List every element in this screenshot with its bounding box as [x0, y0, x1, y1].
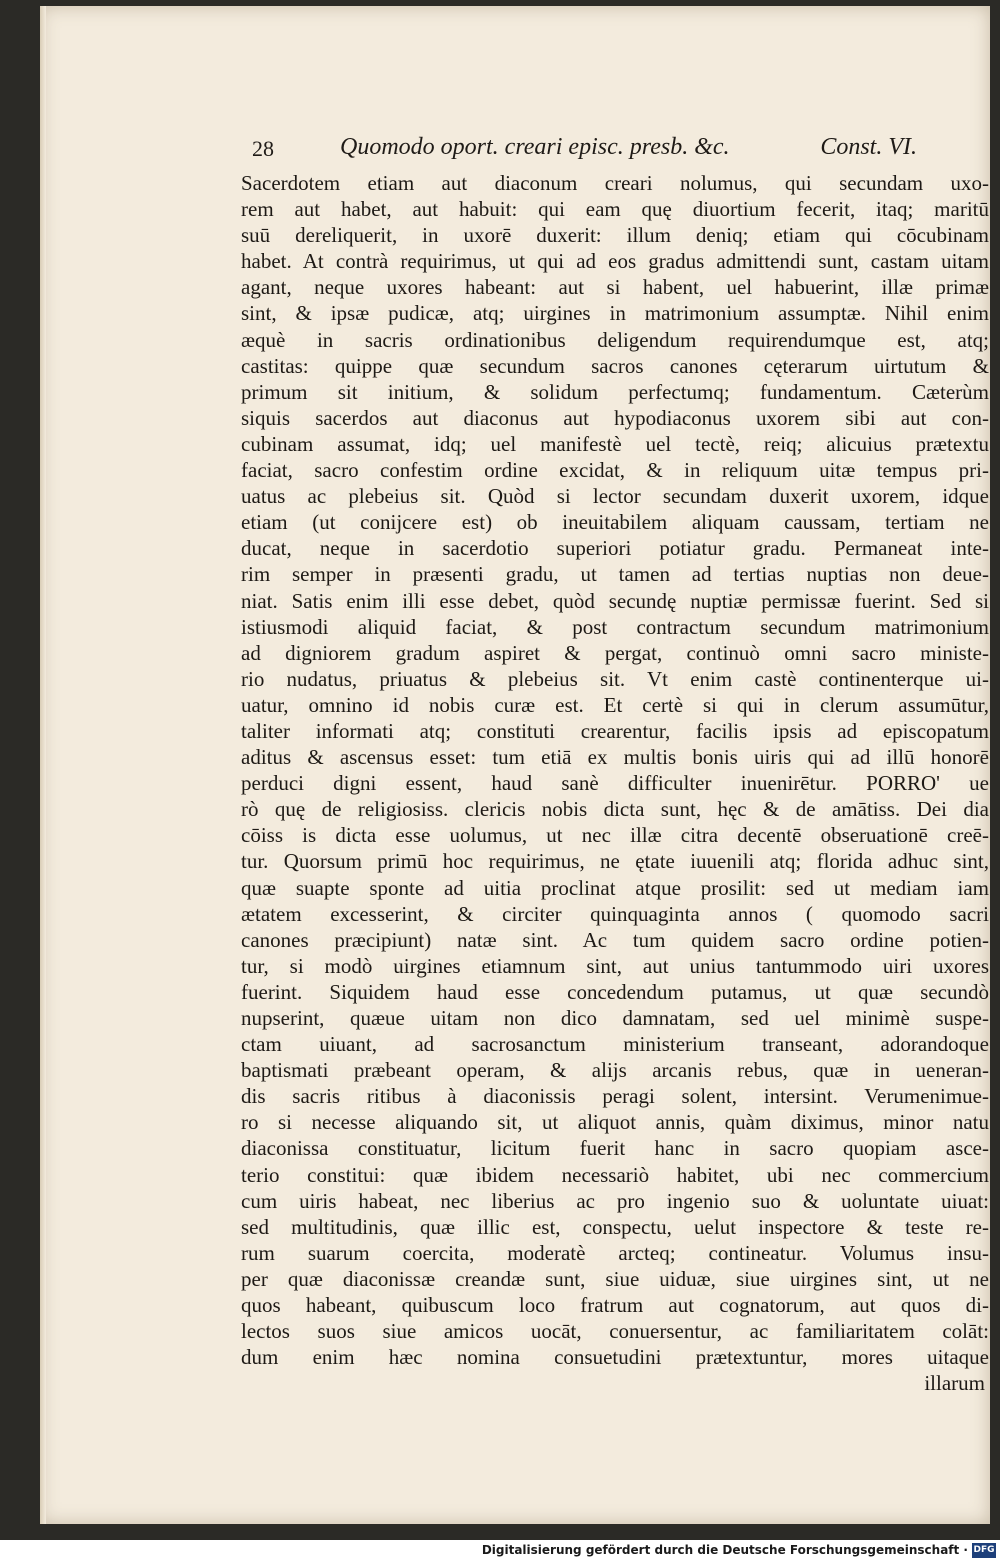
text-line: perduci digni essent, haud sanè difficulter inuenirētur. PORRO' ue: [241, 771, 989, 796]
text-line: ducat, neque in sacerdotio superiori potiatur gradu. Permaneat inte-: [241, 536, 989, 561]
text-line: primum sit initium, & solidum perfectumq; fundamentum. Cæterùm: [241, 379, 989, 404]
text-line: niat. Satis enim illi esse debet, quòd secundę nuptiæ permissæ fuerint. Sed si: [241, 588, 989, 613]
text-line: faciat, sacro confestim ordine excidat, & in reliquum uitæ tempus pri-: [241, 458, 989, 483]
text-line: istiusmodi aliquid faciat, & post contractum secundum matrimonium: [241, 614, 989, 639]
text-line: baptismati præbeant operam, & alijs arcanis rebus, quæ in ueneran-: [241, 1058, 989, 1083]
dfg-credit: Digitalisierung gefördert durch die Deutsche Forschungsgemeinschaft ·: [481, 1543, 968, 1557]
text-line: suū dereliquerit, in uxorē duxerit: illum deniq; etiam qui cōcubinam: [241, 223, 989, 248]
text-line: illarum: [924, 1371, 985, 1396]
text-line: nupserint, quæue uitam non dico damnatam, sed uel minimè suspe-: [241, 1006, 989, 1030]
text-line: dis sacris ritibus à diaconissis peragi solent, intersint. Verumenimue-: [241, 1084, 989, 1109]
text-line: ctam uiuant, ad sacrosanctum ministerium transeant, adorandoque: [241, 1032, 989, 1057]
text-line: cum uiris habeat, nec liberius ac pro ingenio suo & uoluntate uiuat:: [241, 1188, 989, 1213]
text-line: agant, neque uxores habeant: aut si habent, uel habuerint, illæ primæ: [241, 275, 989, 300]
page-edge: [40, 6, 46, 1524]
text-line: castitas: quippe quæ secundum sacros canones cęterarum uirtutum &: [241, 353, 989, 378]
text-line: quos habeant, quibuscum loco fratrum aut cognatorum, aut quos di-: [241, 1293, 989, 1318]
dfg-logo: DFG: [972, 1543, 996, 1558]
text-line: siquis sacerdos aut diaconus aut hypodiaconus uxorem sibi aut con-: [241, 405, 989, 430]
text-line: tur. Quorsum primū hoc requirimus, ne ętate iuuenili atq; florida adhuc sint,: [241, 849, 989, 874]
text-line: sed multitudinis, quæ illic est, conspectu, uelut inspectore & teste re-: [241, 1214, 989, 1239]
text-line: per quæ diaconissæ creandæ sunt, siue uiduæ, siue uirgines sint, ut ne: [241, 1266, 989, 1291]
text-line: habet. At contrà requirimus, ut qui ad eos gradus admittendi sunt, castam uitam: [241, 249, 989, 274]
constitution-label: Const. VI.: [820, 134, 917, 160]
page-number: 28: [252, 136, 274, 161]
text-line: rim semper in præsenti gradu, ut tamen ad tertias nuptias non deue-: [241, 562, 989, 587]
text-line: quæ suapte sponte ad uitia proclinat atque prosilit: sed ut mediam iam: [241, 875, 989, 900]
text-line: tur, si modò uirgines etiamnum sint, aut unius tantummodo uiri uxores: [241, 953, 989, 978]
text-line: sint, & ipsæ pudicæ, atq; uirgines in matrimonium assumptæ. Nihil enim: [241, 301, 989, 326]
text-line: etiam (ut conijcere est) ob ineuitabilem aliquam caussam, tertiam ne: [241, 510, 989, 535]
text-line: taliter informati atq; constituti crearentur, facilis ipsis ad episcopatum: [241, 718, 989, 743]
text-line: terio constitui: quæ ibidem necessariò habitet, ubi nec commercium: [241, 1162, 989, 1187]
text-line: canones præcipiunt) natæ sint. Ac tum quidem sacro ordine potien-: [241, 927, 989, 952]
text-line: Sacerdotem etiam aut diaconum creari nolumus, qui secundam uxo-: [241, 171, 989, 195]
text-line: rò quę de religiosiss. clericis nobis dicta sunt, hęc & de amātiss. Dei dia: [241, 797, 989, 822]
text-line: uatus ac plebeius sit. Quòd si lector secundam duxerit uxorem, idque: [241, 484, 989, 509]
text-line: cubinam assumat, idq; uel manifestè uel tectè, reiq; alicuius prætextu: [241, 431, 989, 456]
text-line: aditus & ascensus esset: tum etiā ex multis bonis uiris qui ad illū honorē: [241, 745, 989, 770]
text-line: ro si necesse aliquando sit, ut aliquot annis, quàm diximus, minor natu: [241, 1110, 989, 1135]
text-line: ætatem excesserint, & circiter quinquaginta annos ( quomodo sacri: [241, 901, 989, 926]
text-line: ad digniorem gradum aspiret & pergat, continuò omni sacro ministe-: [241, 640, 989, 665]
text-line: diaconissa constituatur, licitum fuerit hanc in sacro quopiam asce-: [241, 1136, 989, 1161]
text-line: æquè in sacris ordinationibus deligendum requirendumque est, atq;: [241, 327, 989, 352]
book-page: [40, 6, 990, 1524]
text-line: lectos suos siue amicos uocāt, conuersentur, ac familiaritatem colāt:: [241, 1319, 989, 1344]
running-head: [252, 134, 917, 164]
digitization-footer: [0, 1540, 1000, 1562]
text-line: uatur, omnino id nobis curæ est. Et certè si qui in clerum assumūtur,: [241, 692, 989, 717]
text-line: rum suarum coercita, moderatè arcteq; contineatur. Volumus insu-: [241, 1240, 989, 1265]
text-line: dum enim hæc nomina consuetudini prætextuntur, mores uitaque: [241, 1345, 989, 1370]
text-line: cōiss is dicta esse uolumus, ut nec illæ citra decentē obseruationē creē-: [241, 823, 989, 848]
text-line: rem aut habet, aut habuit: qui eam quę diuortium fecerit, itaq; maritū: [241, 197, 989, 222]
text-line: rio nudatus, priuatus & plebeius sit. Vt enim castè continenterque ui-: [241, 666, 989, 691]
text-line: fuerint. Siquidem haud esse concedendum putamus, ut quæ secundò: [241, 979, 989, 1004]
body-text: [241, 170, 989, 1396]
running-title: Quomodo oport. creari episc. presb. &c.: [340, 134, 730, 160]
